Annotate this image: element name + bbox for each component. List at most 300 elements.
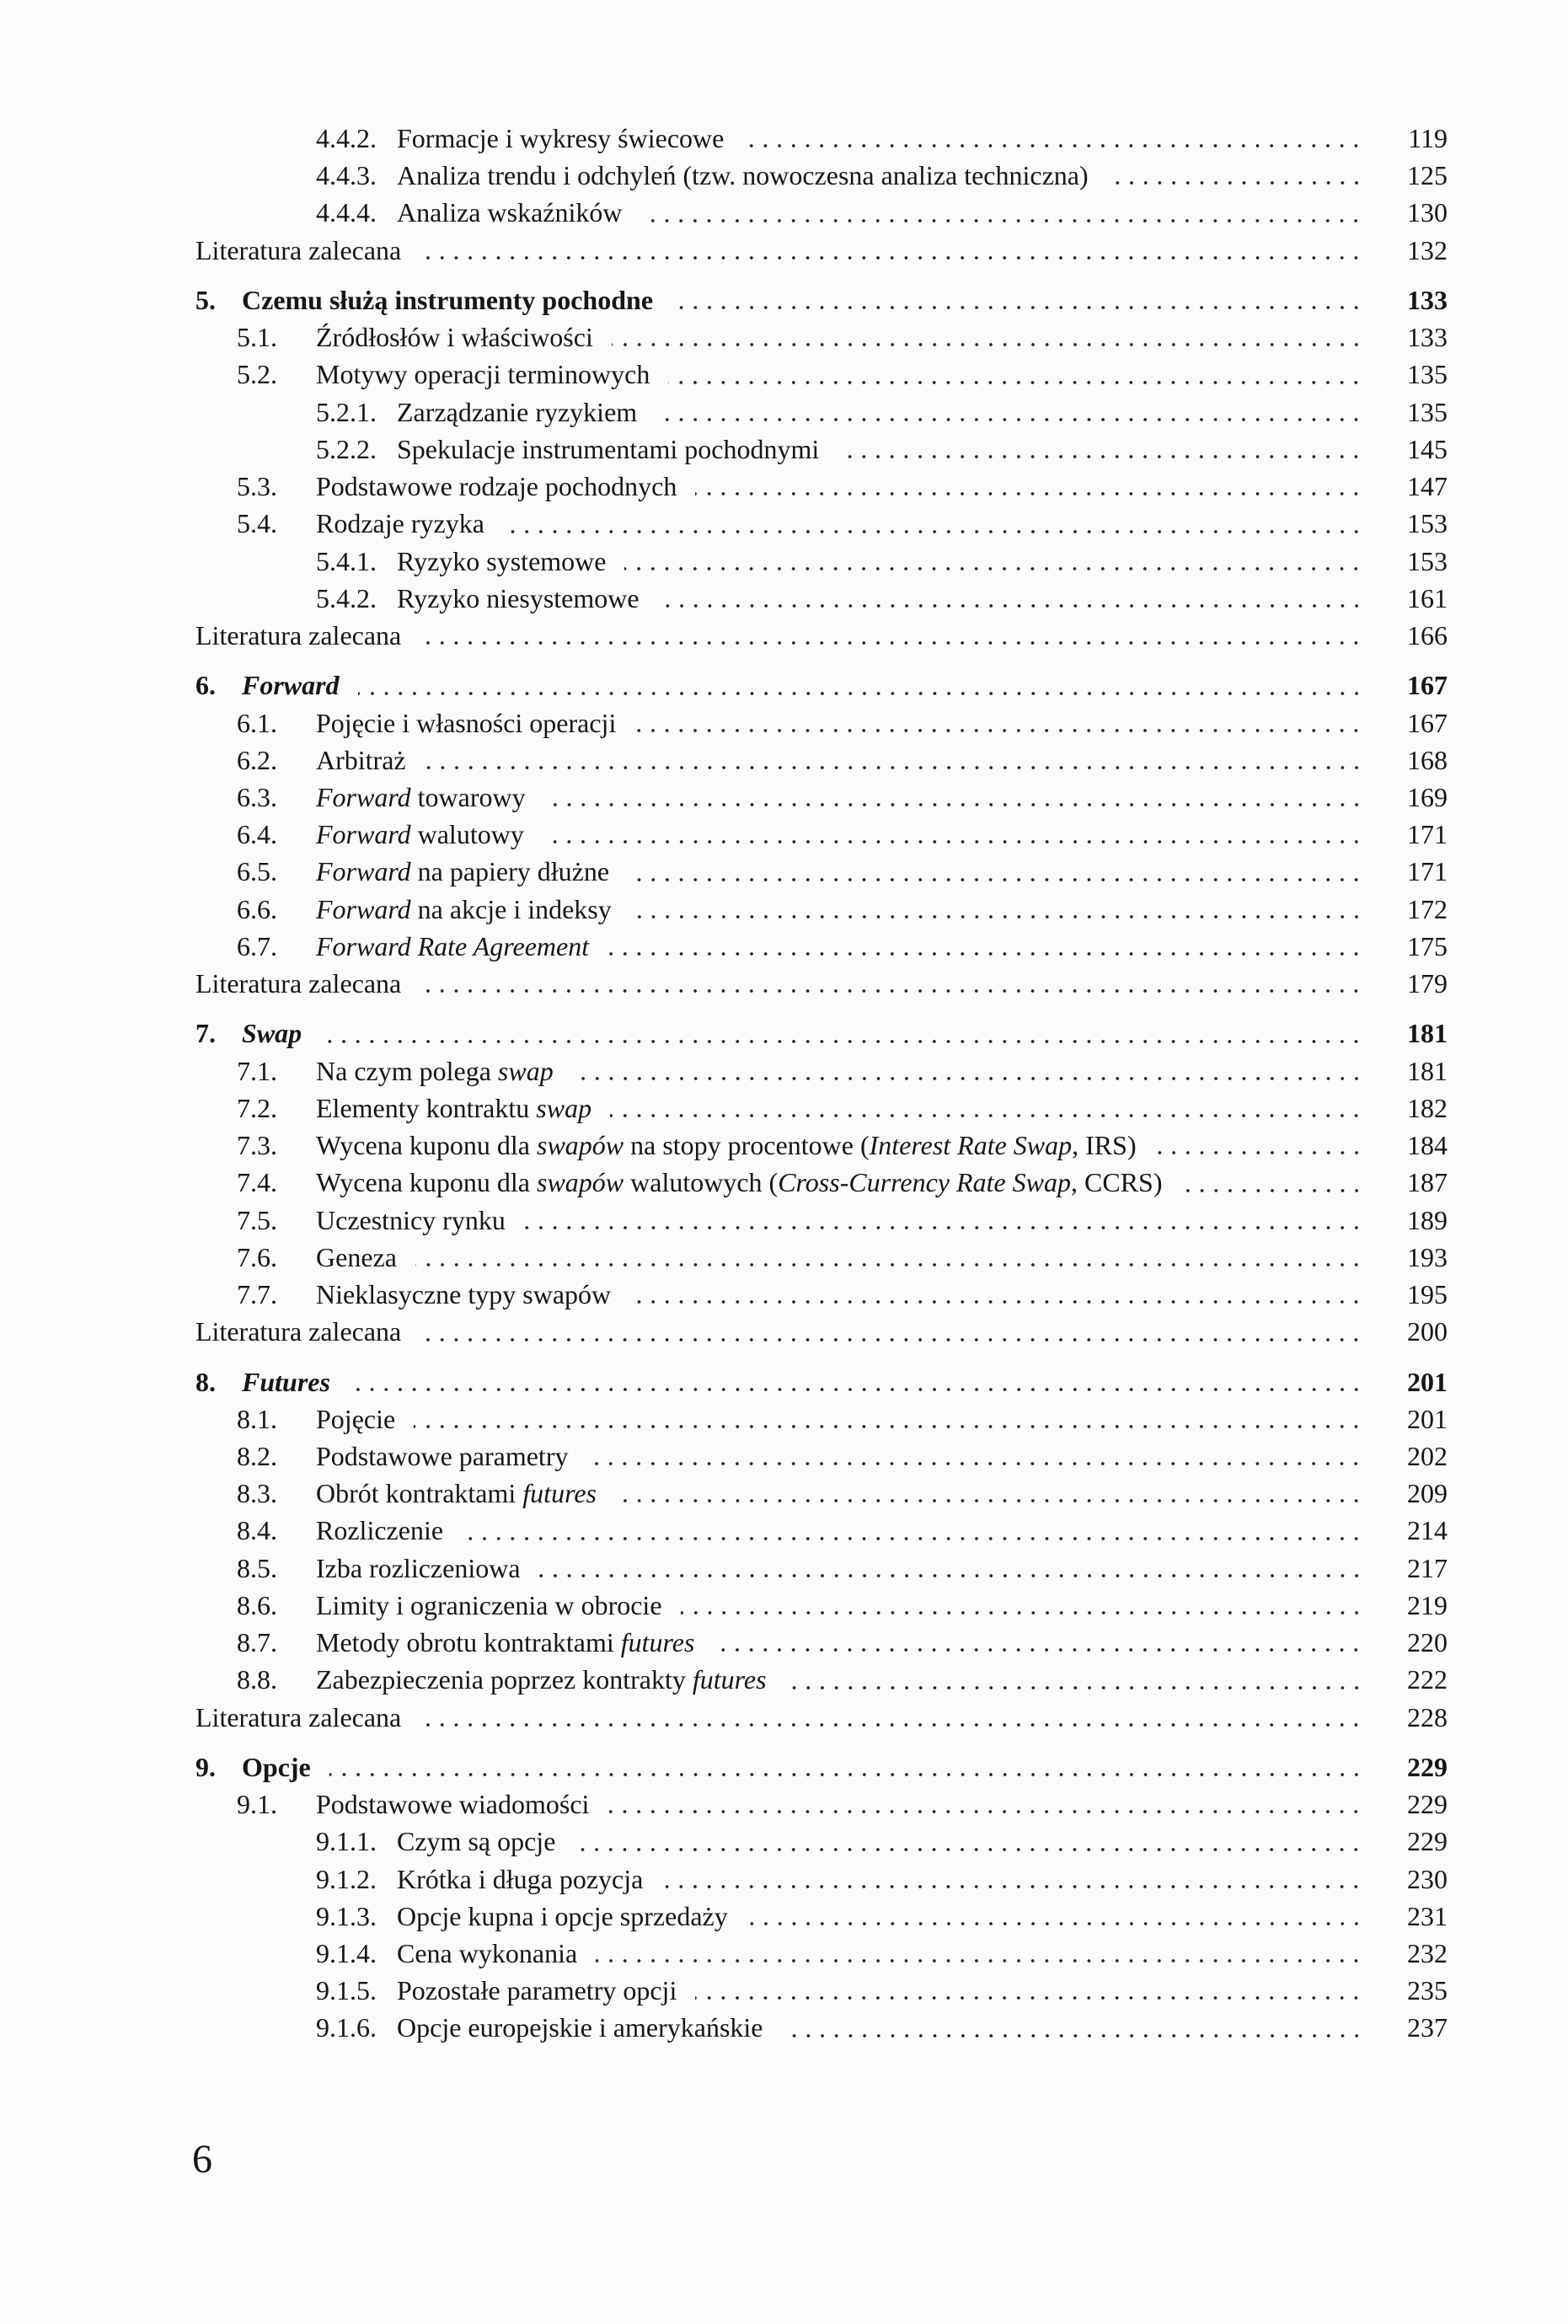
entry-title-segment: Formacje i wykresy świecowe [397, 123, 725, 153]
entry-number: 8.8. [237, 1664, 277, 1695]
toc-entry [195, 1052, 1448, 1090]
entry-number: 4.4.3. [316, 160, 377, 191]
toc-entry [195, 319, 1448, 356]
toc-entry [195, 779, 1448, 816]
entry-page-number: 167 [1407, 670, 1448, 701]
toc-entry [195, 194, 1448, 231]
entry-title-segment: Literatura zalecana [195, 1316, 402, 1347]
toc-entry [195, 1587, 1448, 1624]
entry-number: 4.4.4. [316, 197, 377, 228]
toc-chapter-group [195, 667, 1448, 1002]
dot-leader [612, 319, 1363, 356]
dot-leader [414, 1400, 1363, 1438]
dot-leader [539, 1550, 1363, 1587]
entry-number: 8.5. [237, 1552, 277, 1583]
dot-leader [524, 1202, 1363, 1239]
entry-title-segment: Nieklasyczne typy swapów [316, 1279, 612, 1310]
entry-number: 5.4.2. [316, 582, 377, 613]
entry-title-segment: Pojęcie i własności operacji [316, 707, 617, 738]
toc-entry [195, 1550, 1448, 1587]
entry-page-number: 209 [1407, 1478, 1448, 1509]
entry-page-number: 228 [1407, 1701, 1448, 1732]
entry-number: 8.2. [237, 1440, 277, 1471]
entry-page-number: 229 [1407, 1789, 1448, 1820]
entry-title [316, 1276, 611, 1313]
entry-page-number: 167 [1407, 707, 1448, 738]
entry-title [316, 1475, 597, 1512]
entry-page-number: 145 [1407, 433, 1448, 464]
entry-title-segment: Obrót kontraktami [316, 1478, 523, 1509]
dot-leader [661, 1861, 1363, 1898]
entry-number: 7.1. [237, 1055, 277, 1086]
entry-title-segment: Podstawowe parametry [316, 1440, 569, 1471]
entry-title [242, 281, 653, 319]
entry-number: 6.6. [237, 893, 277, 924]
entry-title-segment: Analiza wskaźników [397, 197, 623, 228]
dot-leader [1181, 1164, 1364, 1201]
entry-title [316, 1786, 589, 1823]
entry-page-number: 229 [1407, 1751, 1448, 1782]
entry-title-segment: Forward [316, 781, 411, 812]
dot-leader [462, 1512, 1363, 1549]
entry-page-number: 171 [1407, 819, 1448, 850]
table-of-contents [195, 120, 1448, 2059]
entry-page-number: 232 [1407, 1938, 1448, 1969]
entry-title-segment: na stopy procentowe ( [623, 1130, 870, 1161]
dot-leader [420, 617, 1363, 654]
toc-entry-literature [195, 1699, 1448, 1736]
entry-title-segment: Rodzaje ryzyka [316, 508, 484, 539]
entry-number: 5.2.1. [316, 396, 377, 427]
entry-number: 8.6. [237, 1589, 277, 1620]
entry-number: 8.1. [237, 1403, 277, 1434]
toc-entry [195, 1363, 1448, 1400]
entry-title-segment: Metody obrotu kontraktami [316, 1627, 621, 1658]
dot-leader [543, 816, 1363, 853]
entry-page-number: 181 [1407, 1055, 1448, 1086]
dot-leader [420, 965, 1363, 1002]
entry-page-number: 235 [1407, 1975, 1448, 2006]
entry-page-number: 153 [1407, 508, 1448, 539]
entry-title-segment: swap [536, 1092, 592, 1123]
entry-number: 5.4. [237, 508, 277, 539]
entry-number: 6.3. [237, 781, 277, 812]
entry-number: 7.2. [237, 1092, 277, 1123]
entry-title [397, 394, 637, 431]
entry-page-number: 166 [1407, 620, 1448, 651]
entry-title [195, 1313, 401, 1350]
entry-title-segment: Literatura zalecana [195, 234, 402, 265]
dot-leader [420, 1699, 1363, 1736]
entry-page-number: 187 [1407, 1167, 1448, 1198]
entry-title [316, 816, 524, 853]
toc-chapter-group [195, 1015, 1448, 1350]
entry-number: 9. [195, 1751, 216, 1782]
entry-title-segment: Forward [316, 856, 411, 887]
entry-title [397, 157, 1089, 194]
entry-title-segment: Źródłosłów i właściwości [316, 322, 593, 353]
entry-number: 5.2. [237, 359, 277, 390]
toc-entry [195, 1512, 1448, 1549]
entry-page-number: 200 [1407, 1316, 1448, 1347]
entry-title-segment: na papiery dłużne [410, 856, 610, 887]
entry-title [195, 232, 401, 269]
entry-number: 9.1.2. [316, 1863, 377, 1894]
entry-title-segment: futures [522, 1478, 597, 1509]
entry-page-number: 169 [1407, 781, 1448, 812]
entry-page-number: 119 [1408, 123, 1448, 153]
entry-number: 7.5. [237, 1204, 277, 1235]
entry-title-segment: Literatura zalecana [195, 1701, 402, 1732]
entry-title [397, 431, 819, 468]
entry-title-segment: Interest Rate Swap [869, 1130, 1073, 1161]
dot-leader [607, 928, 1363, 965]
entry-title [316, 1550, 521, 1587]
entry-title [195, 1699, 401, 1736]
entry-page-number: 133 [1407, 322, 1448, 353]
entry-number: 5.2.2. [316, 433, 377, 464]
entry-title-segment: Czym są opcje [397, 1826, 556, 1857]
entry-title-segment: Motywy operacji terminowych [316, 359, 650, 390]
entry-title-segment: Pozostałe parametry opcji [397, 1975, 677, 2006]
entry-title-segment: swapów [536, 1130, 624, 1161]
dot-leader [420, 1313, 1363, 1350]
entry-title [316, 1127, 1137, 1164]
entry-title [316, 1438, 568, 1475]
entry-title [242, 1748, 311, 1786]
entry-title-segment: Forward [316, 893, 411, 924]
toc-entry [195, 1823, 1448, 1860]
entry-page-number: 181 [1407, 1018, 1448, 1049]
dot-leader [668, 356, 1363, 393]
entry-title [397, 580, 640, 617]
entry-number: 6. [195, 670, 216, 701]
entry-title [316, 505, 484, 542]
entry-number: 9.1.3. [316, 1900, 377, 1931]
entry-title-segment: Ryzyko niesystemowe [397, 582, 640, 613]
entry-number: 9.1.4. [316, 1938, 377, 1969]
entry-title-segment: , CCRS) [1071, 1167, 1163, 1198]
dot-leader [615, 1475, 1363, 1512]
entry-number: 9.1.5. [316, 1975, 377, 2006]
entry-title [316, 928, 589, 965]
toc-chapter-group [195, 1748, 1448, 2047]
toc-entry [195, 2009, 1448, 2046]
entry-title-segment: futures [692, 1664, 767, 1695]
entry-page-number: 172 [1407, 893, 1448, 924]
dot-leader [349, 1363, 1363, 1400]
dot-leader [425, 742, 1363, 779]
entry-number: 6.7. [237, 930, 277, 961]
entry-title-segment: Elementy kontraktu [316, 1092, 537, 1123]
dot-leader [630, 891, 1363, 928]
entry-title [195, 965, 401, 1002]
toc-entry [195, 1972, 1448, 2009]
entry-title [397, 543, 606, 580]
entry-title-segment: walutowych ( [623, 1167, 779, 1198]
entry-number: 8.3. [237, 1478, 277, 1509]
entry-title-segment: futures [620, 1627, 695, 1658]
entry-title-segment: Czemu służą instrumenty pochodne [242, 284, 654, 315]
entry-title-segment: Podstawowe wiadomości [316, 1789, 590, 1820]
entry-title [316, 704, 616, 742]
entry-title-segment: Uczestnicy rynku [316, 1204, 506, 1235]
entry-page-number: 219 [1407, 1589, 1448, 1620]
toc-entry [195, 704, 1448, 742]
entry-title-segment: Forward Rate Agreement [316, 930, 590, 961]
entry-number: 6.5. [237, 856, 277, 887]
toc-entry [195, 1786, 1448, 1823]
entry-title-segment: swapów [536, 1167, 624, 1198]
entry-page-number: 202 [1407, 1440, 1448, 1471]
entry-page-number: 130 [1407, 197, 1448, 228]
dot-leader [586, 1438, 1363, 1475]
entry-title-segment: Zabezpieczenia poprzez kontrakty [316, 1664, 693, 1695]
entry-title [316, 779, 526, 816]
entry-page-number: 237 [1407, 2012, 1448, 2043]
entry-title [316, 1587, 662, 1624]
toc-entry [195, 853, 1448, 890]
entry-number: 8.4. [237, 1515, 277, 1546]
entry-page-number: 182 [1407, 1092, 1448, 1123]
entry-title-segment: Arbitraż [316, 744, 406, 775]
entry-page-number: 135 [1407, 359, 1448, 390]
entry-page-number: 171 [1407, 856, 1448, 887]
entry-page-number: 147 [1407, 471, 1448, 502]
entry-title [316, 891, 612, 928]
dot-leader [656, 394, 1363, 431]
entry-title [316, 319, 593, 356]
toc-entry [195, 1661, 1448, 1698]
dot-leader [420, 232, 1363, 269]
toc-entry [195, 468, 1448, 505]
entry-page-number: 161 [1407, 582, 1448, 613]
entry-page-number: 184 [1407, 1130, 1448, 1161]
toc-entry [195, 1475, 1448, 1512]
entry-number: 7.6. [237, 1241, 277, 1272]
entry-number: 8. [195, 1366, 216, 1397]
toc-entry [195, 505, 1448, 542]
entry-title-segment: Forward [242, 670, 340, 701]
toc-entry [195, 1748, 1448, 1786]
dot-leader [695, 468, 1363, 505]
entry-number: 9.1.6. [316, 2012, 377, 2043]
entry-title-segment: Opcje europejskie i amerykańskie [397, 2012, 763, 2043]
entry-title [242, 1015, 302, 1052]
entry-title-segment: Futures [242, 1366, 330, 1397]
entry-title [397, 1823, 555, 1860]
entry-number: 6.4. [237, 819, 277, 850]
entry-number: 5.1. [237, 322, 277, 353]
dot-leader [610, 1090, 1363, 1127]
entry-title-segment: Literatura zalecana [195, 968, 402, 999]
toc-entry [195, 543, 1448, 580]
toc-entry [195, 1898, 1448, 1935]
toc-entry-literature [195, 965, 1448, 1002]
entry-number: 6.2. [237, 744, 277, 775]
entry-title [316, 356, 650, 393]
entry-title-segment: Literatura zalecana [195, 620, 402, 651]
entry-title-segment: na akcje i indeksy [410, 893, 612, 924]
entry-title-segment: Limity i ograniczenia w obrocie [316, 1589, 662, 1620]
entry-title [316, 1239, 397, 1276]
entry-number: 7. [195, 1018, 216, 1049]
toc-entry [195, 816, 1448, 853]
entry-page-number: 189 [1407, 1204, 1448, 1235]
entry-title [397, 1861, 643, 1898]
entry-title-segment: Forward [316, 819, 411, 850]
dot-leader [415, 1239, 1363, 1276]
entry-page-number: 135 [1407, 396, 1448, 427]
entry-title-segment: towarowy [410, 781, 526, 812]
entry-title [316, 1661, 767, 1698]
toc-chapter-group [195, 1363, 1448, 1736]
dot-leader [329, 1748, 1363, 1786]
entry-page-number: 195 [1407, 1279, 1448, 1310]
dot-leader [681, 1587, 1363, 1624]
entry-title [397, 1935, 577, 1972]
entry-title-segment: Podstawowe rodzaje pochodnych [316, 471, 677, 502]
entry-title-segment: Izba rozliczeniowa [316, 1552, 521, 1583]
entry-title-segment: Na czym polega [316, 1055, 498, 1086]
entry-page-number: 201 [1407, 1403, 1448, 1434]
entry-page-number: 231 [1407, 1900, 1448, 1931]
entry-title [316, 742, 406, 779]
toc-entry [195, 1276, 1448, 1313]
entry-page-number: 230 [1407, 1863, 1448, 1894]
entry-title [397, 194, 622, 231]
toc-entry [195, 1935, 1448, 1972]
entry-page-number: 220 [1407, 1627, 1448, 1658]
dot-leader [320, 1015, 1363, 1052]
dot-leader [658, 580, 1363, 617]
entry-title-segment: Spekulacje instrumentami pochodnymi [397, 433, 820, 464]
toc-entry [195, 394, 1448, 431]
entry-title [316, 1624, 694, 1661]
toc-entry [195, 1090, 1448, 1127]
toc-entry [195, 1202, 1448, 1239]
entry-title-segment: walutowy [410, 819, 524, 850]
entry-title-segment: Cross-Currency Rate Swap [778, 1167, 1072, 1198]
toc-entry [195, 1015, 1448, 1052]
entry-number: 7.7. [237, 1279, 277, 1310]
toc-entry [195, 928, 1448, 965]
entry-number: 7.4. [237, 1167, 277, 1198]
dot-leader [596, 1935, 1363, 1972]
entry-number: 5.4.1. [316, 545, 377, 576]
entry-title [397, 120, 724, 157]
entry-page-number: 125 [1407, 160, 1448, 191]
dot-leader [544, 779, 1363, 816]
entry-page-number: 133 [1407, 284, 1448, 315]
entry-title-segment: Swap [242, 1018, 302, 1049]
entry-page-number: 201 [1407, 1366, 1448, 1397]
entry-title [242, 667, 340, 704]
entry-number: 8.7. [237, 1627, 277, 1658]
dot-leader [1107, 157, 1363, 194]
toc-entry [195, 431, 1448, 468]
entry-title-segment: Zarządzanie ryzykiem [397, 396, 638, 427]
dot-leader [628, 853, 1363, 890]
toc-entry [195, 356, 1448, 393]
toc-entry [195, 120, 1448, 157]
entry-title [397, 2009, 763, 2046]
dot-leader [838, 431, 1363, 468]
entry-number: 7.3. [237, 1130, 277, 1161]
dot-leader [785, 1661, 1363, 1698]
toc-entry-literature [195, 1313, 1448, 1350]
entry-title-segment: Wycena kuponu dla [316, 1167, 537, 1198]
dot-leader [742, 120, 1363, 157]
entry-title [316, 1164, 1163, 1201]
entry-title [316, 1512, 443, 1549]
toc-chapter-group [195, 120, 1448, 269]
dot-leader [782, 2009, 1364, 2046]
dot-leader [747, 1898, 1363, 1935]
entry-title [397, 1898, 728, 1935]
toc-entry [195, 1164, 1448, 1201]
dot-leader [634, 704, 1363, 742]
dot-leader [672, 281, 1363, 319]
entry-title [242, 1363, 330, 1400]
entry-title-segment: Opcje [242, 1751, 311, 1782]
entry-page-number: 153 [1407, 545, 1448, 576]
toc-entry [195, 1127, 1448, 1164]
dot-leader [503, 505, 1363, 542]
entry-page-number: 132 [1407, 234, 1448, 265]
page-number: 6 [192, 2137, 212, 2182]
entry-title-segment: Ryzyko systemowe [397, 545, 607, 576]
entry-page-number: 217 [1407, 1552, 1448, 1583]
dot-leader [358, 667, 1363, 704]
entry-title-segment: Wycena kuponu dla [316, 1130, 537, 1161]
dot-leader [624, 543, 1363, 580]
entry-title-segment: Opcje kupna i opcje sprzedaży [397, 1900, 728, 1931]
entry-title-segment: Cena wykonania [397, 1938, 578, 1969]
toc-entry [195, 157, 1448, 194]
toc-entry [195, 281, 1448, 319]
entry-title-segment: Pojęcie [316, 1403, 396, 1434]
toc-chapter-group [195, 281, 1448, 654]
toc-entry-literature [195, 617, 1448, 654]
dot-leader [629, 1276, 1363, 1313]
entry-page-number: 214 [1407, 1515, 1448, 1546]
entry-title-segment: , IRS) [1072, 1130, 1137, 1161]
toc-entry [195, 1624, 1448, 1661]
entry-number: 9.1. [237, 1789, 277, 1820]
entry-title-segment: Rozliczenie [316, 1515, 444, 1546]
entry-title [316, 1202, 506, 1239]
toc-entry [195, 891, 1448, 928]
toc-entry [195, 580, 1448, 617]
entry-title-segment: Analiza trendu i odchyleń (tzw. nowoczesna analiza techniczna) [397, 160, 1089, 191]
entry-title-segment: Krótka i długa pozycja [397, 1863, 644, 1894]
toc-entry [195, 1438, 1448, 1475]
dot-leader [607, 1786, 1363, 1823]
entry-title [316, 1090, 591, 1127]
entry-number: 5. [195, 284, 216, 315]
entry-title [316, 1052, 554, 1090]
entry-page-number: 229 [1407, 1826, 1448, 1857]
entry-title [316, 468, 677, 505]
entry-title [316, 1400, 395, 1438]
entry-title-segment: Geneza [316, 1241, 397, 1272]
toc-entry [195, 667, 1448, 704]
toc-entry [195, 1400, 1448, 1438]
entry-page-number: 175 [1407, 930, 1448, 961]
toc-entry [195, 742, 1448, 779]
entry-title-segment: swap [497, 1055, 554, 1086]
